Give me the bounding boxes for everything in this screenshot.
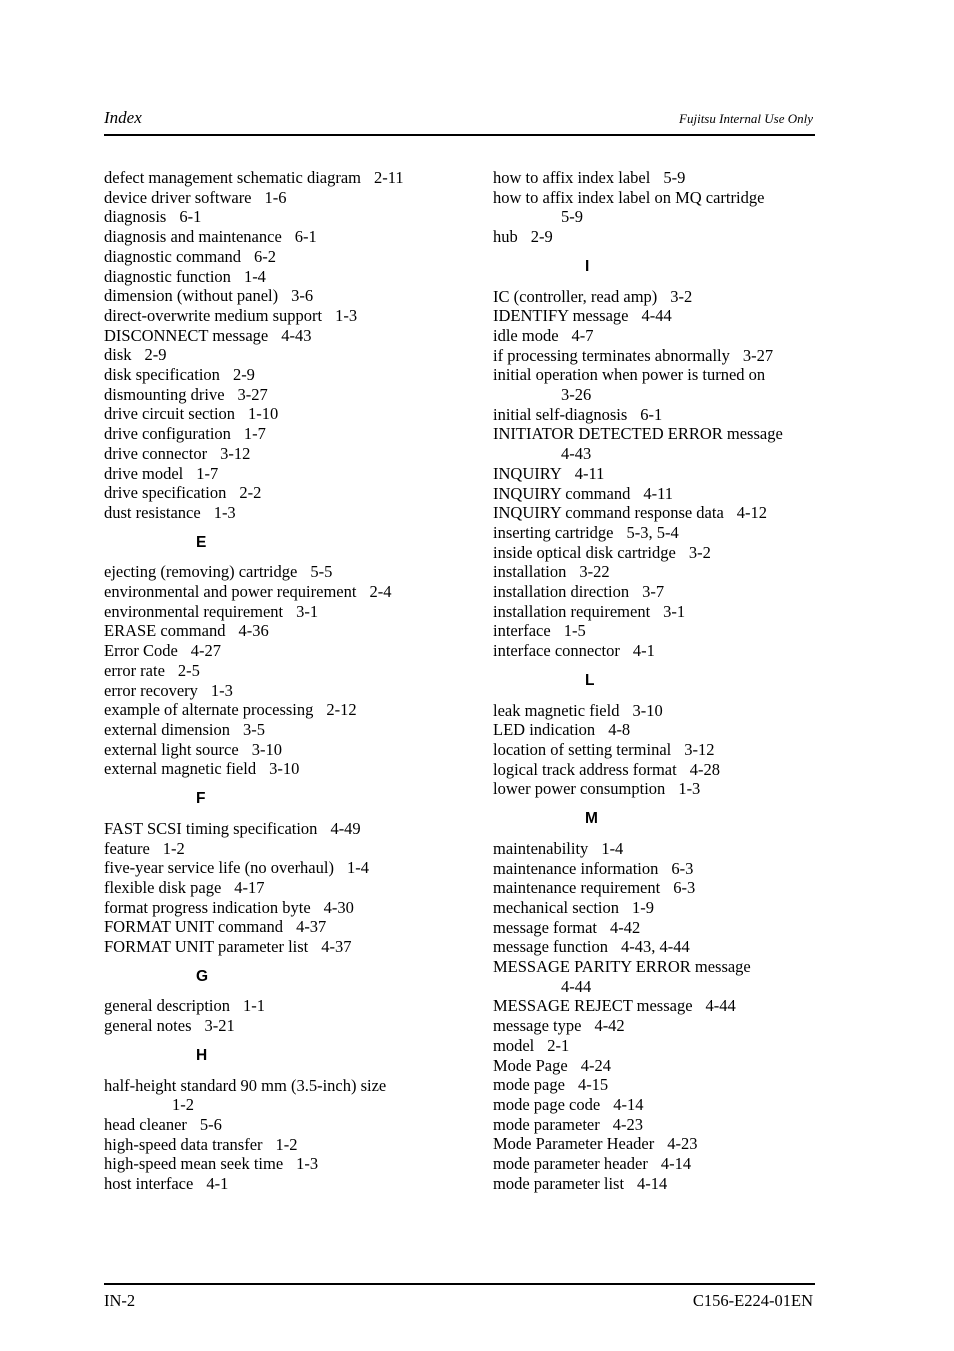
index-page-ref: 4-28 xyxy=(689,759,720,779)
index-entry xyxy=(104,621,474,641)
index-page-ref: 3-2 xyxy=(670,286,693,306)
index-entry xyxy=(493,839,823,859)
index-term: mode parameter xyxy=(493,1114,600,1134)
index-page-ref: 1-7 xyxy=(243,424,266,444)
index-page-ref: 4-42 xyxy=(594,1016,625,1036)
index-page-ref: 5-9 xyxy=(561,207,583,227)
index-page-ref: 1-1 xyxy=(243,996,265,1016)
index-term: leak magnetic field xyxy=(493,700,620,720)
index-page-ref: 1-5 xyxy=(563,621,586,641)
index-page-ref: 4-24 xyxy=(580,1055,611,1075)
index-term: Error Code xyxy=(104,641,178,661)
index-entry xyxy=(104,1174,474,1194)
index-entry xyxy=(104,562,474,582)
index-letter-heading: G xyxy=(196,967,209,985)
index-term: INQUIRY xyxy=(493,463,562,483)
index-term: defect management schematic diagram xyxy=(104,168,361,187)
index-page-ref: 5-5 xyxy=(310,562,333,582)
index-entry xyxy=(493,701,823,721)
index-term: if processing terminates abnormally xyxy=(493,345,730,365)
index-page-ref: 1-3 xyxy=(335,305,358,325)
index-page-ref: 4-11 xyxy=(574,463,605,483)
index-column-right xyxy=(493,168,823,1193)
index-term: format progress indication byte xyxy=(104,897,311,917)
index-page-ref: 5-3, 5-4 xyxy=(626,522,679,542)
index-term: how to affix index label on MQ cartridge xyxy=(493,187,765,207)
index-page-ref: 1-3 xyxy=(678,779,701,799)
index-entry xyxy=(493,227,823,247)
index-entry xyxy=(493,484,823,504)
index-term: five-year service life (no overhaul) xyxy=(104,858,334,878)
index-entry xyxy=(493,306,823,326)
index-page-ref: 5-6 xyxy=(199,1114,222,1134)
index-page-ref: 2-9 xyxy=(232,365,255,385)
index-term: inside optical disk cartridge xyxy=(493,542,676,562)
index-term: feature xyxy=(104,838,150,858)
index-entry xyxy=(104,207,474,227)
index-entry xyxy=(493,582,823,602)
index-page-ref: 3-7 xyxy=(642,582,665,602)
index-page-ref: 4-27 xyxy=(190,641,222,661)
index-term: device driver software xyxy=(104,187,252,207)
index-page-ref: 3-2 xyxy=(688,542,711,562)
index-page-ref: 3-1 xyxy=(663,601,686,621)
index-term: inserting cartridge xyxy=(493,522,614,542)
index-entry xyxy=(493,859,823,879)
index-entry xyxy=(104,1016,474,1036)
index-page-ref: 1-3 xyxy=(210,680,233,700)
index-page-ref: 4-43 xyxy=(281,325,312,345)
index-page-ref: 3-27 xyxy=(742,345,774,365)
index-term: drive specification xyxy=(104,483,227,503)
index-term: model xyxy=(493,1035,535,1055)
index-term: INITIATOR DETECTED ERROR message xyxy=(493,424,783,444)
index-term: external dimension xyxy=(104,719,231,739)
index-entry xyxy=(493,168,823,188)
index-entry xyxy=(104,168,474,188)
index-term: Mode Page xyxy=(493,1055,568,1075)
index-term: host interface xyxy=(104,1174,194,1194)
index-entry xyxy=(493,503,823,523)
index-page-ref: 4-37 xyxy=(296,917,327,937)
index-term: error recovery xyxy=(104,680,198,700)
index-entry xyxy=(493,287,823,307)
index-term: FORMAT UNIT parameter list xyxy=(104,937,309,957)
index-term: diagnosis and maintenance xyxy=(104,227,282,247)
index-entry xyxy=(493,602,823,622)
index-entry xyxy=(104,267,474,287)
index-entry xyxy=(493,1154,823,1174)
index-term: message type xyxy=(493,1016,582,1036)
index-page-ref: 3-10 xyxy=(269,759,300,779)
index-entry xyxy=(104,641,474,661)
index-entry xyxy=(493,641,823,661)
index-entry xyxy=(493,760,823,780)
index-entry xyxy=(104,345,474,365)
index-entry xyxy=(104,858,474,878)
index-entry xyxy=(104,582,474,602)
index-page-ref: 3-6 xyxy=(291,286,314,306)
index-term: MESSAGE PARITY ERROR message xyxy=(493,957,751,977)
index-term: Mode Parameter Header xyxy=(493,1134,655,1154)
index-page-ref: 4-15 xyxy=(577,1075,609,1095)
index-term: MESSAGE REJECT message xyxy=(493,996,693,1016)
index-entry xyxy=(104,839,474,859)
index-term: maintenance information xyxy=(493,858,659,878)
page-number: IN-2 xyxy=(104,1291,136,1310)
index-term: drive configuration xyxy=(104,424,231,444)
index-letter-heading: H xyxy=(196,1046,208,1064)
index-entry xyxy=(104,483,474,503)
index-page-ref: 4-1 xyxy=(206,1174,229,1194)
index-term: message format xyxy=(493,917,598,937)
index-term: IDENTIFY message xyxy=(493,306,629,326)
index-letter-heading: E xyxy=(196,533,207,551)
index-letter-heading: M xyxy=(585,810,598,828)
index-term: high-speed mean seek time xyxy=(104,1154,284,1174)
index-page-ref: 4-44 xyxy=(641,306,672,326)
index-entry xyxy=(104,326,474,346)
index-page-ref: 2-11 xyxy=(374,168,404,187)
index-term: mode page xyxy=(493,1075,565,1095)
index-term: flexible disk page xyxy=(104,877,222,897)
index-entry xyxy=(493,424,823,463)
index-page-ref: 6-3 xyxy=(673,878,696,898)
index-page-ref: 4-8 xyxy=(608,720,631,740)
index-page-ref: 1-2 xyxy=(172,1095,194,1115)
index-term: initial operation when power is turned on xyxy=(493,365,766,385)
index-entry xyxy=(104,286,474,306)
index-page-ref: 6-1 xyxy=(179,207,202,227)
index-page-ref: 2-5 xyxy=(177,660,200,680)
index-entry xyxy=(493,720,823,740)
index-term: external magnetic field xyxy=(104,759,257,779)
index-term: ejecting (removing) cartridge xyxy=(104,562,298,582)
section-title: Index xyxy=(104,108,142,127)
index-page-ref: 4-12 xyxy=(736,503,768,523)
page-footer xyxy=(104,1283,815,1310)
index-page-ref: 1-2 xyxy=(275,1134,298,1154)
index-term: installation requirement xyxy=(493,601,651,621)
index-entry xyxy=(493,1056,823,1076)
index-term: IC (controller, read amp) xyxy=(493,286,658,306)
index-entry xyxy=(493,365,823,404)
index-term: interface xyxy=(493,621,551,641)
index-page-ref: 4-30 xyxy=(323,897,354,917)
index-page-ref: 3-12 xyxy=(684,739,715,759)
index-entry xyxy=(104,424,474,444)
index-entry xyxy=(493,1075,823,1095)
index-page-ref: 4-7 xyxy=(571,325,594,345)
index-page-ref: 3-27 xyxy=(237,384,268,404)
index-term: example of alternate processing xyxy=(104,700,314,720)
index-term: installation direction xyxy=(493,582,630,602)
index-term: drive circuit section xyxy=(104,404,236,424)
index-entry xyxy=(104,878,474,898)
index-entry xyxy=(493,326,823,346)
index-term: high-speed data transfer xyxy=(104,1134,263,1154)
index-page-ref: 4-23 xyxy=(667,1134,698,1154)
index-page-ref: 4-44 xyxy=(561,976,592,996)
index-page-ref: 3-10 xyxy=(632,700,663,720)
index-term: diagnostic command xyxy=(104,246,242,266)
index-term: general description xyxy=(104,996,230,1016)
index-page-ref: 4-14 xyxy=(613,1094,644,1114)
index-term: dust resistance xyxy=(104,502,201,522)
index-page-ref: 3-26 xyxy=(561,385,592,405)
index-term: hub xyxy=(493,227,518,247)
index-entry xyxy=(104,661,474,681)
index-entry xyxy=(493,898,823,918)
index-term: how to affix index label xyxy=(493,168,651,187)
index-entry xyxy=(493,523,823,543)
index-page-ref: 1-6 xyxy=(264,187,287,207)
index-page-ref: 1-4 xyxy=(346,858,369,878)
index-term: installation xyxy=(493,562,567,582)
index-entry xyxy=(104,247,474,267)
index-page-ref: 3-1 xyxy=(296,601,319,621)
index-entry xyxy=(104,444,474,464)
index-entry xyxy=(104,365,474,385)
index-page-ref: 2-1 xyxy=(547,1035,570,1055)
index-page-ref: 2-2 xyxy=(239,483,262,503)
index-entry xyxy=(493,543,823,563)
index-entry xyxy=(104,1135,474,1155)
index-term: drive connector xyxy=(104,443,208,463)
index-term: location of setting terminal xyxy=(493,739,672,759)
index-entry xyxy=(493,1036,823,1056)
index-page-ref: 6-1 xyxy=(294,227,317,247)
index-term: mode parameter list xyxy=(493,1173,625,1193)
index-term: drive model xyxy=(104,463,184,483)
index-page-ref: 1-4 xyxy=(601,838,624,858)
index-term: diagnosis xyxy=(104,207,167,227)
index-entry xyxy=(104,700,474,720)
index-page-ref: 4-23 xyxy=(612,1114,643,1134)
index-entry xyxy=(104,681,474,701)
index-entry xyxy=(104,819,474,839)
index-page-ref: 4-36 xyxy=(238,621,269,641)
page-header xyxy=(104,108,815,136)
index-term: general notes xyxy=(104,1016,192,1036)
index-term: FORMAT UNIT command xyxy=(104,917,284,937)
index-term: INQUIRY command xyxy=(493,483,631,503)
index-page-ref: 1-7 xyxy=(196,463,219,483)
document-id: C156-E224-01EN xyxy=(692,1291,813,1310)
index-term: environmental requirement xyxy=(104,601,284,621)
index-entry xyxy=(493,937,823,957)
index-page-ref: 1-3 xyxy=(213,502,236,522)
index-term: LED indication xyxy=(493,720,596,740)
index-term: diagnostic function xyxy=(104,266,231,286)
index-entry xyxy=(104,759,474,779)
index-term: disk xyxy=(104,345,132,365)
index-page-ref: 2-12 xyxy=(326,700,357,720)
index-page-ref: 4-44 xyxy=(705,996,736,1016)
index-entry xyxy=(104,1115,474,1135)
index-page-ref: 4-42 xyxy=(610,917,641,937)
index-entry xyxy=(493,188,823,227)
index-entry xyxy=(104,740,474,760)
index-page-ref: 3-12 xyxy=(220,443,251,463)
index-entry xyxy=(493,1134,823,1154)
index-entry xyxy=(104,996,474,1016)
index-term: disk specification xyxy=(104,365,220,385)
index-term: mode page code xyxy=(493,1094,601,1114)
index-entry xyxy=(493,740,823,760)
index-term: INQUIRY command response data xyxy=(493,503,724,523)
index-term: environmental and power requirement xyxy=(104,582,357,602)
index-page-ref: 4-49 xyxy=(330,818,361,838)
index-page-ref: 4-11 xyxy=(643,483,673,503)
index-entry xyxy=(104,227,474,247)
index-entry xyxy=(493,346,823,366)
index-page-ref: 1-9 xyxy=(631,897,654,917)
index-entry xyxy=(493,996,823,1016)
index-page-ref: 2-4 xyxy=(369,582,392,602)
index-entry xyxy=(493,1115,823,1135)
index-page-ref: 3-5 xyxy=(243,719,266,739)
index-term: head cleaner xyxy=(104,1114,187,1134)
index-term: error rate xyxy=(104,660,165,680)
index-entry xyxy=(493,562,823,582)
index-letter-heading: L xyxy=(585,671,595,689)
index-entry xyxy=(104,306,474,326)
index-page-ref: 1-3 xyxy=(296,1154,319,1174)
index-entry xyxy=(493,405,823,425)
index-term: maintenability xyxy=(493,838,589,858)
index-page-ref: 4-1 xyxy=(632,641,655,661)
confidentiality-note: Fujitsu Internal Use Only xyxy=(679,111,813,126)
index-column-left xyxy=(104,168,474,1194)
index-term: message function xyxy=(493,937,609,957)
index-letter-heading: F xyxy=(196,790,206,808)
index-entry xyxy=(493,779,823,799)
index-page-ref: 5-9 xyxy=(663,168,686,187)
index-term: direct-overwrite medium support xyxy=(104,305,323,325)
index-page-ref: 2-9 xyxy=(144,345,167,365)
index-term: idle mode xyxy=(493,325,559,345)
index-page-ref: 1-10 xyxy=(248,404,279,424)
index-term: ERASE command xyxy=(104,621,226,641)
index-entry xyxy=(104,188,474,208)
index-entry xyxy=(493,1016,823,1036)
index-entry xyxy=(104,917,474,937)
index-page-ref: 4-14 xyxy=(637,1173,668,1193)
index-term: lower power consumption xyxy=(493,779,666,799)
index-page-ref: 4-14 xyxy=(660,1154,692,1174)
index-entry xyxy=(493,878,823,898)
index-term: interface connector xyxy=(493,641,620,661)
index-entry xyxy=(493,918,823,938)
index-entry xyxy=(104,1076,474,1115)
index-term: mechanical section xyxy=(493,897,619,917)
index-term: half-height standard 90 mm (3.5-inch) size xyxy=(104,1075,387,1095)
index-entry xyxy=(104,937,474,957)
index-entry xyxy=(104,404,474,424)
index-page-ref: 6-1 xyxy=(640,404,663,424)
index-term: external light source xyxy=(104,739,239,759)
index-page-ref: 1-4 xyxy=(243,266,266,286)
index-entry xyxy=(104,1154,474,1174)
index-page-ref: 6-2 xyxy=(254,246,277,266)
index-page-ref: 4-17 xyxy=(234,877,265,897)
index-entry xyxy=(493,464,823,484)
index-page-ref: 4-37 xyxy=(321,937,352,957)
index-term: FAST SCSI timing specification xyxy=(104,818,318,838)
index-page-ref: 4-43 xyxy=(561,444,592,464)
index-entry xyxy=(493,621,823,641)
index-page-ref: 4-43, 4-44 xyxy=(621,937,690,957)
index-term: mode parameter header xyxy=(493,1154,648,1174)
index-entry xyxy=(493,957,823,996)
index-term: logical track address format xyxy=(493,759,677,779)
index-entry xyxy=(104,602,474,622)
index-page-ref: 3-22 xyxy=(579,562,610,582)
index-term: DISCONNECT message xyxy=(104,325,269,345)
index-term: dismounting drive xyxy=(104,384,225,404)
index-term: maintenance requirement xyxy=(493,878,661,898)
index-page-ref: 3-21 xyxy=(204,1016,235,1036)
index-term: initial self-diagnosis xyxy=(493,404,628,424)
index-entry xyxy=(104,503,474,523)
index-letter-heading: I xyxy=(585,257,590,275)
index-page-ref: 3-10 xyxy=(251,739,282,759)
index-page-ref: 6-3 xyxy=(671,858,694,878)
index-entry xyxy=(104,464,474,484)
index-term: dimension (without panel) xyxy=(104,286,279,306)
index-entry xyxy=(104,720,474,740)
index-page-ref: 2-9 xyxy=(530,227,553,247)
index-entry xyxy=(493,1174,823,1194)
index-entry xyxy=(493,1095,823,1115)
index-entry xyxy=(104,898,474,918)
index-page-ref: 1-2 xyxy=(162,838,185,858)
index-entry xyxy=(104,385,474,405)
